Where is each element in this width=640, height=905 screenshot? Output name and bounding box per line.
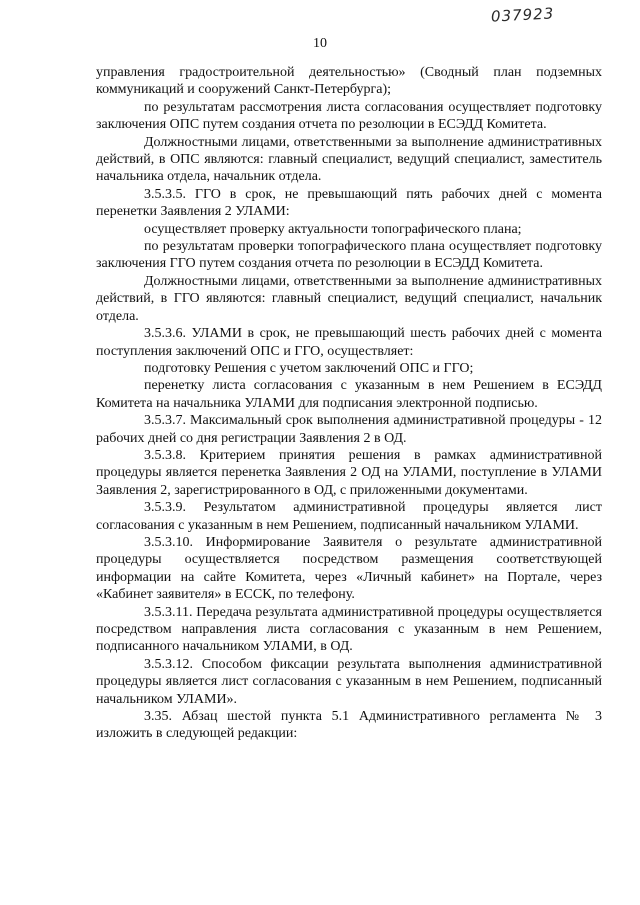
paragraph: управления градостроительной деятельностью» (Сводный план подземных коммуникаций и сооружений Санкт-Петербурга); [96,65,602,98]
paragraph: 3.5.3.12. Способом фиксации результата выполнения административной процедуры является лист согласования с указанным в нем Решением, подписанный начальником УЛАМИ». [96,656,602,707]
paragraph: по результатам проверки топографического плана осуществляет подготовку заключения ГГО путем создания отчета по резолюции в ЕСЭДД Комитета. [96,239,602,272]
paragraph: Должностными лицами, ответственными за выполнение административных действий, в ОПС являются: главный специалист, ведущий специалист, заместитель начальника отдела, начальник отдела. [96,134,602,185]
paragraph: 3.5.3.7. Максимальный срок выполнения административной процедуры - 12 рабочих дней со дня регистрации Заявления 2 в ОД. [96,413,602,446]
paragraph: 3.5.3.10. Информирование Заявителя о результате административной процедуры осуществляется посредством размещения соответствующей информации на сайте Комитета, через «Личный кабинет» на Портале, через «Кабинет заявителя» в ЕССК, по телефону. [96,534,602,603]
paragraph: перенетку листа согласования с указанным в нем Решением в ЕСЭДД Комитета на начальника УЛАМИ для подписания электронной подписью. [96,378,602,411]
paragraph: 3.35. Абзац шестой пункта 5.1 Административного регламента № 3 изложить в следующей редакции: [96,709,602,742]
paragraph: 3.5.3.11. Передача результата административной процедуры осуществляется посредством направления листа согласования с указанным в нем Решением, подписанного начальником УЛАМИ, в ОД. [96,604,602,655]
paragraph: подготовку Решения с учетом заключений ОПС и ГГО; [144,360,474,376]
handwritten-document-number: 037923 [490,4,555,26]
paragraph: осуществляет проверку актуальности топографического плана; [144,221,522,237]
page-number: 10 [313,36,327,51]
paragraph: 3.5.3.8. Критерием принятия решения в рамках административной процедуры является перенетка Заявления 2 ОД на УЛАМИ, поступление в УЛАМИ Заявления 2, зарегистрированного в ОД, с приложенными документами. [96,447,602,498]
paragraph: 3.5.3.6. УЛАМИ в срок, не превышающий шесть рабочих дней с момента поступления заключений ОПС и ГГО, осуществляет: [96,326,602,359]
paragraph: Должностными лицами, ответственными за выполнение административных действий, в ГГО являются: главный специалист, ведущий специалист, начальник отдела. [96,273,602,324]
paragraph: 3.5.3.9. Результатом административной процедуры является лист согласования с указанным в нем Решением, подписанный начальником УЛАМИ. [96,500,602,533]
paragraph: 3.5.3.5. ГГО в срок, не превышающий пять рабочих дней с момента перенетки Заявления 2 УЛАМИ: [96,186,602,220]
paragraph: по результатам рассмотрения листа согласования осуществляет подготовку заключения ОПС путем создания отчета по резолюции в ЕСЭДД Комитета. [96,99,602,133]
document-body [96,64,602,743]
